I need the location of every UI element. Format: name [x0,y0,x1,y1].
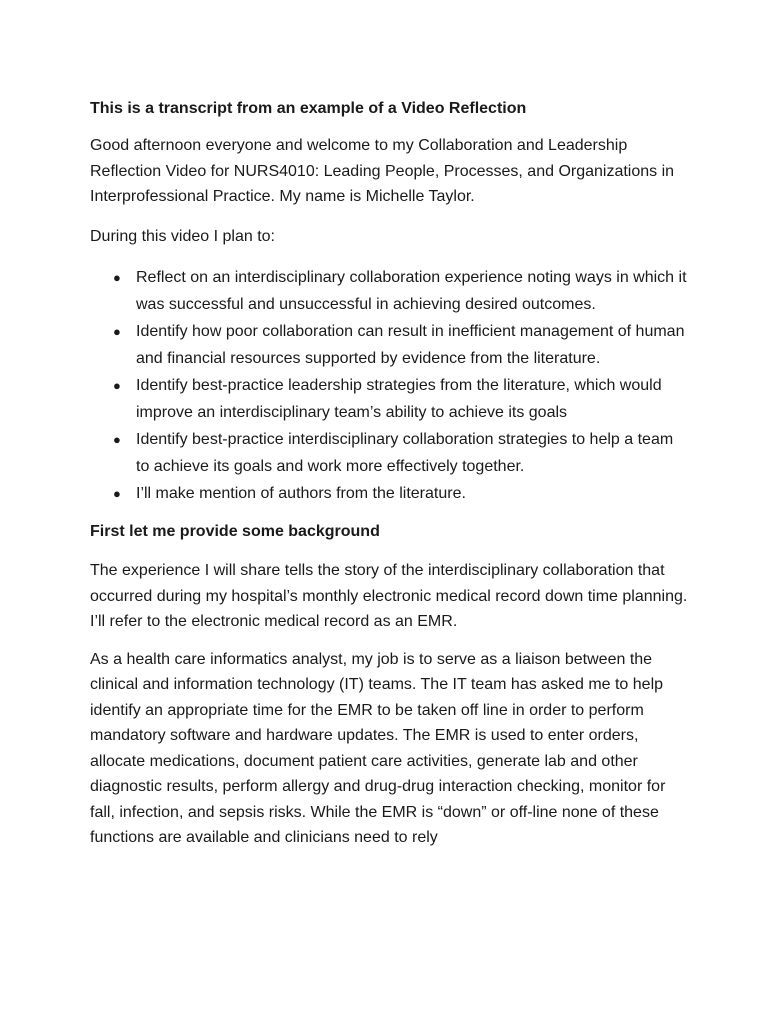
document-title: This is a transcript from an example of a Video Reflection [90,100,527,117]
bullet-icon: ● [113,432,121,447]
bullet-icon: ● [113,324,121,339]
plan-lead-paragraph: During this video I plan to: [90,227,275,245]
list-item [90,480,690,507]
plan-list [90,264,690,507]
background-heading: First let me provide some background [90,523,380,540]
list-item-text: Identify how poor collaboration can result in inefficient management of human and financial resources supported by evidence from the literature. [136,323,685,367]
list-item-text: I’ll make mention of authors from the literature. [136,485,466,502]
list-item [90,264,690,318]
list-item [90,372,690,426]
document-page [90,96,690,851]
bullet-icon: ● [113,486,121,501]
intro-paragraph: Good afternoon everyone and welcome to my Collaboration and Leadership Reflection Video for NURS4010: Leading People, Processes, and Organizations in Interprofessional Practice. My name is Michelle Taylor. [90,137,675,205]
list-item [90,318,690,372]
list-item-text: Identify best-practice leadership strategies from the literature, which would improve an interdisciplinary team’s ability to achieve its goals [136,377,662,421]
list-item-text: Identify best-practice interdisciplinary collaboration strategies to help a team to achieve its goals and work more effectively together. [136,431,674,475]
list-item-text: Reflect on an interdisciplinary collaboration experience noting ways in which it was successful and unsuccessful in achieving desired outcomes. [136,269,687,313]
analyst-paragraph: As a health care informatics analyst, my job is to serve as a liaison between the clinical and information technology (IT) teams. The IT team has asked me to help identify an appropriate time for the EMR to be taken off line in order to perform mandatory software and hardware updates. The EMR is used to enter orders, allocate medications, document patient care activities, generate lab and other diagnostic results, perform allergy and drug-drug interaction checking, monitor for fall, infection, and sepsis risks. While the EMR is “down” or off-line none of these functions are available and clinicians need to rely [90,650,666,846]
list-item [90,426,690,480]
bullet-icon: ● [113,378,121,393]
experience-paragraph: The experience I will share tells the story of the interdisciplinary collaboration that occurred during my hospital’s monthly electronic medical record down time planning. I’ll refer to the electronic medical record as an EMR. [90,562,688,630]
bullet-icon: ● [113,270,121,285]
